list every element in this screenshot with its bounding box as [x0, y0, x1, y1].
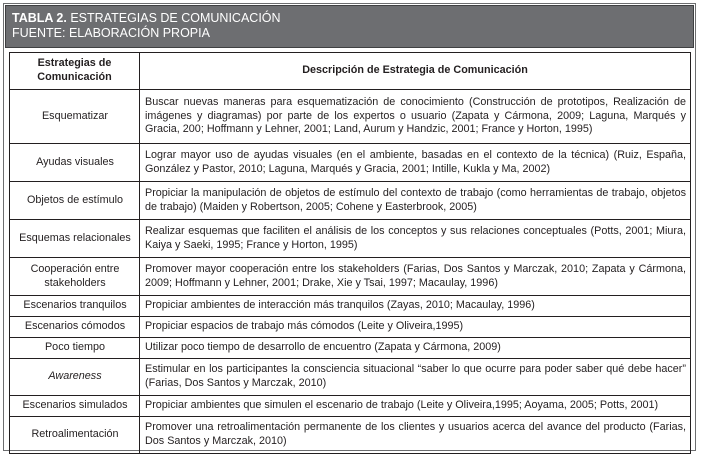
description-column-header: Descripción de Estrategia de Comunicación [140, 53, 691, 90]
strategy-cell: Poco tiempo [10, 338, 140, 359]
strategy-cell: Esquemas relacionales [10, 220, 140, 258]
description-cell: Promover mayor cooperación entre los stakeholders (Farias, Dos Santos y Marczak, 2010; Zapata y Cármona, 2009; Hoffmann y Lehner, 2001; Drake, Xie y Tsai, 1997; Macaulay, 1996) [140, 258, 691, 296]
table-row [10, 144, 691, 182]
table-row [10, 258, 691, 296]
strategy-cell: Escenarios cómodos [10, 317, 140, 338]
table-row [10, 317, 691, 338]
table-row [10, 220, 691, 258]
strategy-header-line2: Comunicación [37, 71, 112, 83]
table-row [10, 396, 691, 417]
table-row [10, 182, 691, 220]
strategy-header-line1: Estrategias de [37, 57, 112, 70]
table-header-row [10, 53, 691, 90]
table-caption [5, 5, 694, 48]
description-cell: Propiciar ambientes que simulen el escenario de trabajo (Leite y Oliveira,1995; Aoyama, 2005; Potts, 2001) [140, 396, 691, 417]
description-cell: Estimular en los participantes la consciencia situacional “saber lo que ocurre para poder saber qué debe hacer” (Farias, Dos Santos y Marczak, 2010) [140, 359, 691, 396]
strategy-cell: Ayudas visuales [10, 144, 140, 182]
table-row [10, 359, 691, 396]
description-cell: Promover una retroalimentación permanente de los clientes y usuarios acerca del avance del producto (Farias, Dos Santos y Marczak, 2010) [140, 417, 691, 454]
strategy-cell: Cooperación entre stakeholders [10, 258, 140, 296]
strategy-column-header [10, 53, 140, 90]
description-cell: Lograr mayor uso de ayudas visuales (en el ambiente, basadas en el contexto de la técnica) (Ruiz, España, González y Pastor, 2010; Laguna, Marqués y Gracia, 2001; Intille, Kukla y Ma, 2002) [140, 144, 691, 182]
strategies-table [9, 52, 691, 454]
caption-title-line [12, 11, 693, 26]
table-row [10, 90, 691, 144]
description-cell: Propiciar espacios de trabajo más cómodos (Leite y Oliveira,1995) [140, 317, 691, 338]
table-source: FUENTE: ELABORACIÓN PROPIA [12, 26, 210, 40]
table-row [10, 296, 691, 317]
table-row [10, 417, 691, 454]
strategy-cell: Escenarios simulados [10, 396, 140, 417]
strategy-cell: Awareness [10, 359, 140, 396]
strategy-cell: Esquematizar [10, 90, 140, 144]
description-cell: Propiciar la manipulación de objetos de estímulo del contexto de trabajo (como herramientas de trabajo, objetos de trabajo) (Maiden y Robertson, 2005; Cohene y Easterbrook, 2005) [140, 182, 691, 220]
description-cell: Realizar esquemas que faciliten el análisis de los conceptos y sus relaciones conceptuales (Potts, 2001; Miura, Kaiya y Saeki, 1995; France y Horton, 1995) [140, 220, 691, 258]
strategy-cell: Objetos de estímulo [10, 182, 140, 220]
description-cell: Buscar nuevas maneras para esquematización de conocimiento (Construcción de prototipos, Realización de imágenes y diagramas) por parte de los expertos o usuario (Zapata y Cármona, 2009; Laguna, Marqués y Gracia, 200; Hoffmann y Lehner, 2001; Land, Aurum y Handzic, 2001; France y Horton, 1995) [140, 90, 691, 144]
table-row [10, 338, 691, 359]
strategy-cell: Retroalimentación [10, 417, 140, 454]
description-cell: Propiciar ambientes de interacción más tranquilos (Zayas, 2010; Macaulay, 1996) [140, 296, 691, 317]
description-cell: Utilizar poco tiempo de desarrollo de encuentro (Zapata y Cármona, 2009) [140, 338, 691, 359]
table-title: ESTRATEGIAS DE COMUNICACIÓN [70, 11, 281, 25]
table-label: TABLA 2. [12, 11, 67, 25]
strategy-cell: Escenarios tranquilos [10, 296, 140, 317]
